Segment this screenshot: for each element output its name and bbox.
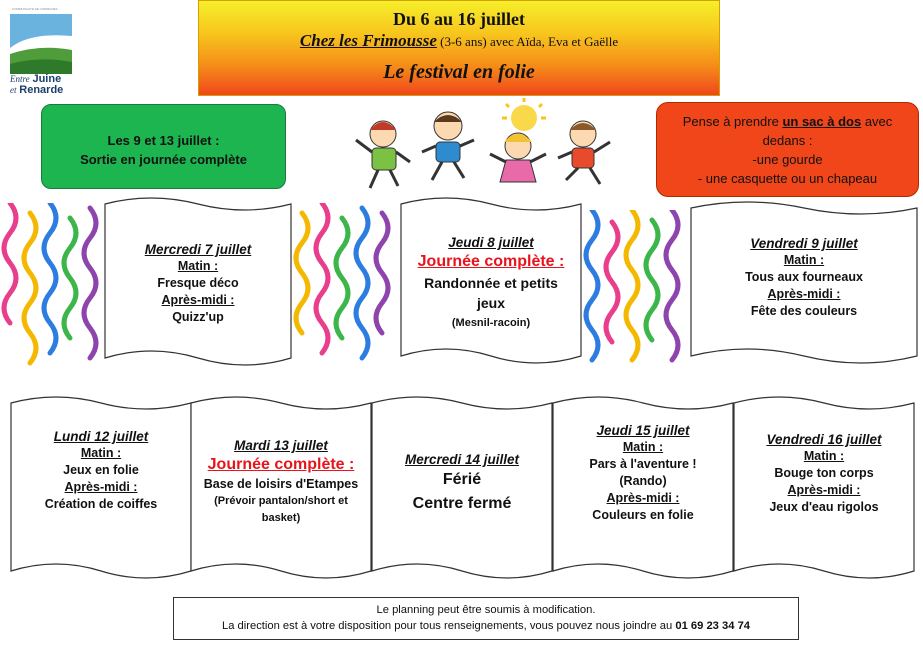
afternoon-label: Après-midi : [606,491,680,505]
day-title: Lundi 12 juillet [53,429,149,444]
afternoon-label: Après-midi : [787,483,861,497]
morning-label: Matin : [177,259,219,273]
activity-line1: Randonnée et petits [424,275,558,291]
morning-activity: Jeux en folie [63,463,139,477]
morning-label: Matin : [803,449,845,463]
reminder-notice [656,102,919,197]
header-banner [198,0,720,96]
card-wednesday-7 [104,196,292,374]
outing-line1: Les 9 et 13 juillet : [107,133,220,148]
club-details: (3-6 ans) avec Aïda, Eva et Gaëlle [436,34,619,49]
afternoon-activity: Création de coiffes [44,497,158,511]
day-title: Mardi 13 juillet [234,438,328,453]
afternoon-label: Après-midi : [64,480,138,494]
landscape-logo-icon [10,14,72,74]
outing-notice [41,104,286,189]
card-thursday-15 [552,395,734,587]
morning-activity-line1: Pars à l'aventure ! [589,457,697,471]
morning-label: Matin : [622,440,664,454]
reminder-item-gourde: -une gourde [752,152,823,167]
holiday-label: Férié [442,471,482,488]
outing-line2: Sortie en journée complète [80,152,247,167]
morning-label: Matin : [783,253,825,267]
card-monday-12 [10,395,192,587]
afternoon-activity: Couleurs en folie [592,508,694,522]
note-line2: basket) [261,512,301,524]
day-title: Jeudi 8 juillet [448,235,534,250]
reminder-line1: Pense à prendre un sac à dos avec [682,114,893,129]
card-friday-9 [690,200,918,372]
card-friday-16 [733,395,915,587]
logo-tiny-text: COMMUNAUTE DE COMMUNES [12,8,58,11]
afternoon-activity: Quizz'up [172,310,224,324]
streamers-middle-icon [292,203,402,373]
card-wednesday-14 [371,395,553,587]
morning-activity: Bouge ton corps [774,466,874,480]
afternoon-label: Après-midi : [767,287,841,301]
reminder-item-hat: - une casquette ou un chapeau [697,171,878,186]
afternoon-label: Après-midi : [161,293,235,307]
phone-number: 01 69 23 34 74 [675,620,751,632]
card-thursday-8 [400,196,582,372]
full-day-label: Journée complète : [207,456,355,473]
afternoon-activity: Fête des couleurs [750,304,858,318]
header-club [199,31,719,51]
activity-line2: jeux [476,295,505,311]
day-title: Vendredi 16 juillet [766,432,882,447]
community-logo [8,6,74,96]
card-tuesday-13 [190,395,372,587]
closed-label: Centre fermé [412,495,512,512]
day-title: Jeudi 15 juillet [596,423,690,438]
day-title: Mercredi 14 juillet [404,452,520,467]
activity: Base de loisirs d'Etampes [203,477,359,491]
logo-text: Entre Juine et Renarde [10,73,64,96]
club-name: Chez les Frimousse [299,31,437,50]
footer-notice [173,597,799,640]
day-title: Vendredi 9 juillet [750,236,858,251]
streamers-right-icon [582,210,690,380]
morning-activity: Fresque déco [157,276,239,290]
morning-activity-line2: (Rando) [619,474,667,488]
footer-line1: Le planning peut être soumis à modification. [376,604,596,616]
footer-line2: La direction est à votre disposition pour tous renseignements, vous pouvez nous joindre au 01 69 23 34 74 [221,620,751,632]
day-title: Mercredi 7 juillet [144,242,252,257]
afternoon-activity: Jeux d'eau rigolos [769,500,879,514]
jumping-kids-icon [328,96,618,196]
activity-place: (Mesnil-racoin) [451,317,531,329]
full-day-label: Journée complète : [417,253,565,270]
reminder-line2: dedans : [762,133,813,148]
morning-label: Matin : [80,446,122,460]
header-theme: Le festival en folie [383,61,535,83]
note-line1: (Prévoir pantalon/short et [214,495,348,507]
streamers-left-icon [0,203,104,373]
morning-activity: Tous aux fourneaux [745,270,863,284]
header-dates: Du 6 au 16 juillet [392,9,525,29]
